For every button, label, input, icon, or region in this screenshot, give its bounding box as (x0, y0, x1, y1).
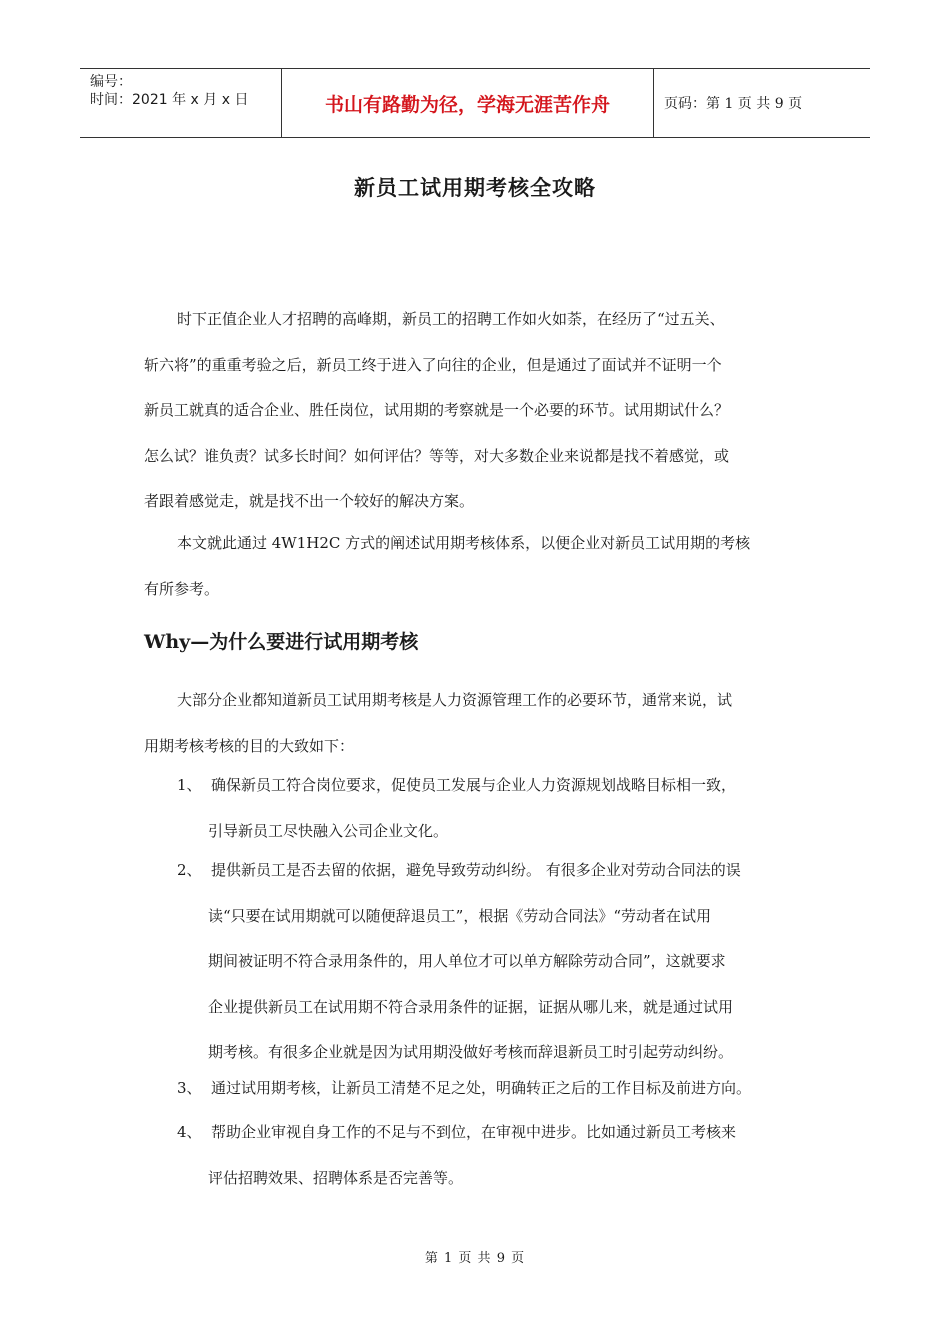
list-text: 帮助企业审视自身工作的不足与不到位，在审视中进步。比如通过新员工考核来 (211, 1123, 737, 1141)
intro-line: 时下正值企业人才招聘的高峰期，新员工的招聘工作如火如荼，在经历了“过五关、 (177, 310, 725, 328)
intro2-line: 本文就此通过 4W1H2C 方式的阐述试用期考核体系，以便企业对新员工试用期的考核 (177, 534, 751, 552)
header-number-label: 编号： (90, 74, 132, 90)
header-meta (80, 69, 282, 137)
header-page-info: 页码：第 1 页 共 9 页 (664, 96, 803, 112)
list-item (177, 848, 827, 1076)
list-text: 确保新员工符合岗位要求，促使员工发展与企业人力资源规划战略目标相一致， (211, 776, 737, 794)
list-number: 1、 (177, 776, 202, 794)
section-heading-why: Why—为什么要进行试用期考核 (144, 631, 419, 653)
list-text-cont: 期考核。有很多企业就是因为试用期没做好考核而辞退新员工时引起劳动纠纷。 (208, 1043, 734, 1061)
header-table (80, 68, 870, 138)
list-item (177, 1110, 827, 1201)
page-footer: 第 1 页 共 9 页 (424, 1251, 526, 1266)
document-title: 新员工试用期考核全攻略 (354, 175, 596, 200)
intro-line: 新员工就真的适合企业、胜任岗位，试用期的考察就是一个必要的环节。试用期试什么？ (144, 401, 730, 419)
header-time-label: 时间：2021 年 x 月 x 日 (90, 92, 249, 108)
list-text-cont: 读“只要在试用期就可以随便辞退员工”，根据《劳动合同法》“劳动者在试用 (208, 906, 712, 925)
intro-line: 怎么试？谁负责？试多长时间？如何评估？等等，对大多数企业来说都是找不着感觉，或 (144, 446, 730, 465)
list-text: 提供新员工是否去留的依据，避免导致劳动纠纷。 有很多企业对劳动合同法的误 (211, 861, 741, 879)
list-text: 通过试用期考核，让新员工清楚不足之处，明确转正之后的工作目标及前进方向。 (211, 1079, 752, 1097)
list-text-cont: 企业提供新员工在试用期不符合录用条件的证据，证据从哪儿来，就是通过试用 (208, 997, 734, 1016)
header-motto: 书山有路勤为径，学海无涯苦作舟 (282, 69, 654, 137)
section-line: 用期考核考核的目的大致如下： (144, 736, 355, 755)
list-text-cont: 期间被证明不符合录用条件的，用人单位才可以单方解除劳动合同”，这就要求 (208, 952, 726, 970)
list-text-cont: 引导新员工尽快融入公司企业文化。 (208, 821, 449, 840)
intro2-line: 有所参考。 (144, 579, 220, 598)
list-text-cont: 评估招聘效果、招聘体系是否完善等。 (208, 1168, 464, 1187)
list-item (177, 763, 827, 854)
intro-line: 者跟着感觉走，就是找不出一个较好的解决方案。 (144, 492, 475, 510)
list-item (177, 1066, 827, 1112)
intro-paragraph (144, 297, 814, 525)
list-number: 2、 (177, 861, 202, 879)
list-number: 4、 (177, 1123, 202, 1141)
section-paragraph (144, 678, 814, 769)
intro-paragraph-2 (144, 521, 814, 612)
intro-line: 斩六将”的重重考验之后，新员工终于进入了向往的企业，但是通过了面试并不证明一个 (144, 355, 722, 374)
section-line: 大部分企业都知道新员工试用期考核是人力资源管理工作的必要环节，通常来说，试 (177, 691, 733, 709)
list-number: 3、 (177, 1079, 202, 1097)
